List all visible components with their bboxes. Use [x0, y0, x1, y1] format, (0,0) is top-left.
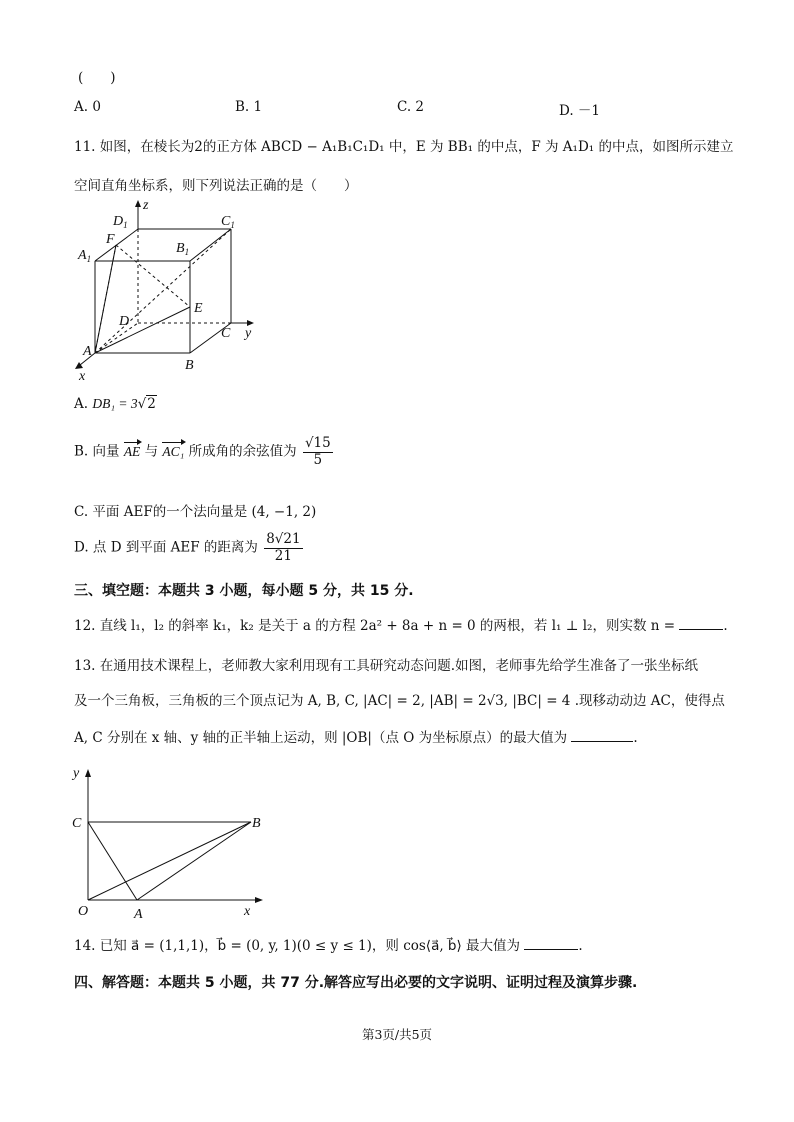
q11-option-a: A. DB₁ = 3√2	[74, 396, 156, 412]
label-a1: $A_1$	[78, 248, 92, 264]
segment-ab	[137, 822, 251, 900]
section-3-heading: 三、填空题：本题共 3 小题，每小题 5 分，共 15 分.	[74, 583, 414, 599]
page-footer: 第3页/共5页	[361, 1027, 433, 1042]
label-b: B	[185, 358, 194, 373]
q10-option-b: B. 1	[235, 99, 263, 115]
q10-option-c: C. 2	[397, 99, 425, 115]
q12-stem: 12. 直线 l₁，l₂ 的斜率 k₁，k₂ 是关于 a 的方程 2a² + 8a + n = 0 的两根，若 l₁ ⊥ l₂，则实数 n = .	[74, 618, 728, 634]
vector-ae: AE	[123, 443, 141, 459]
q13-stem-line1: 13. 在通用技术课程上，老师教大家利用现有工具研究动态问题.如图，老师事先给学生准备了一张坐标纸	[74, 658, 699, 674]
label-x: x	[79, 369, 86, 384]
edge-b1c1	[190, 229, 231, 261]
q13-answer-blank[interactable]	[571, 741, 633, 742]
label-o: O	[78, 904, 89, 919]
q11-option-b: B. 向量 AE 与 AC₁ 所成角的余弦值为 $\frac{√15}{5}$	[74, 435, 331, 468]
distance-fraction: $\frac{8√21}{21}$	[266, 531, 301, 564]
label-f: F	[106, 232, 115, 247]
label-a: A	[83, 344, 92, 359]
label-y: y	[73, 766, 80, 781]
label-c: C	[221, 326, 231, 341]
edge-ad-hidden	[95, 323, 138, 353]
section-4-heading: 四、解答题：本题共 5 小题，共 77 分.解答应写出必要的文字说明、证明过程及演算步骤.	[74, 975, 638, 991]
label-c1: $C_1$	[221, 214, 235, 230]
q14-answer-blank[interactable]	[524, 949, 578, 950]
q14-stem: 14. 已知 a⃗ = (1,1,1)，b⃗ = (0, y, 1)(0 ≤ y ≤ 1)，则 cos⟨a⃗, b⃗⟩ 最大值为 .	[74, 938, 583, 954]
q10-option-d: D. －1	[559, 103, 601, 119]
label-d1: $D_1$	[113, 214, 128, 230]
q11-option-d: D. 点 D 到平面 AEF 的距离为 $\frac{8√21}{21}$	[74, 531, 301, 564]
q10-answer-paren: ( )	[78, 70, 116, 86]
label-b1: $B_1$	[176, 241, 190, 257]
q11-stem-line2: 空间直角坐标系，则下列说法正确的是（ ）	[74, 178, 358, 194]
q13-stem-line2: 及一个三角板，三角板的三个顶点记为 A, B, C, |AC| = 2, |AB| = 2√3, |BC| = 4 .现移动动边 AC，使得点	[74, 693, 725, 709]
q13-stem-line3: A, C 分别在 x 轴、y 轴的正半轴上运动，则 |OB|（点 O 为坐标原点）的最大值为 .	[74, 730, 638, 746]
z-axis-arrow	[135, 200, 141, 207]
segment-ae	[95, 307, 190, 353]
label-e: E	[194, 301, 203, 316]
label-y: y	[245, 326, 252, 341]
cube-figure	[70, 195, 270, 385]
label-d: D	[119, 314, 130, 329]
y-axis-arrow	[85, 769, 91, 777]
q12-answer-blank[interactable]	[679, 629, 723, 630]
q11-option-c: C. 平面 AEF的一个法向量是 (4, −1, 2)	[74, 504, 317, 520]
label-a: A	[134, 907, 143, 920]
q11-stem-line1: 11. 如图，在棱长为2的正方体 ABCD − A₁B₁C₁D₁ 中，E 为 BB₁ 的中点，F 为 A₁D₁ 的中点，如图所示建立	[74, 139, 734, 155]
cosine-fraction: $\frac{√15}{5}$	[304, 435, 331, 468]
vector-ac1: AC₁	[162, 443, 185, 459]
label-b: B	[252, 816, 261, 831]
label-c: C	[72, 816, 82, 831]
label-z: z	[143, 198, 149, 213]
label-x: x	[244, 904, 251, 919]
triangle-figure	[70, 760, 270, 920]
x-axis-arrow	[255, 897, 263, 903]
q10-option-a: A. 0	[74, 99, 101, 115]
